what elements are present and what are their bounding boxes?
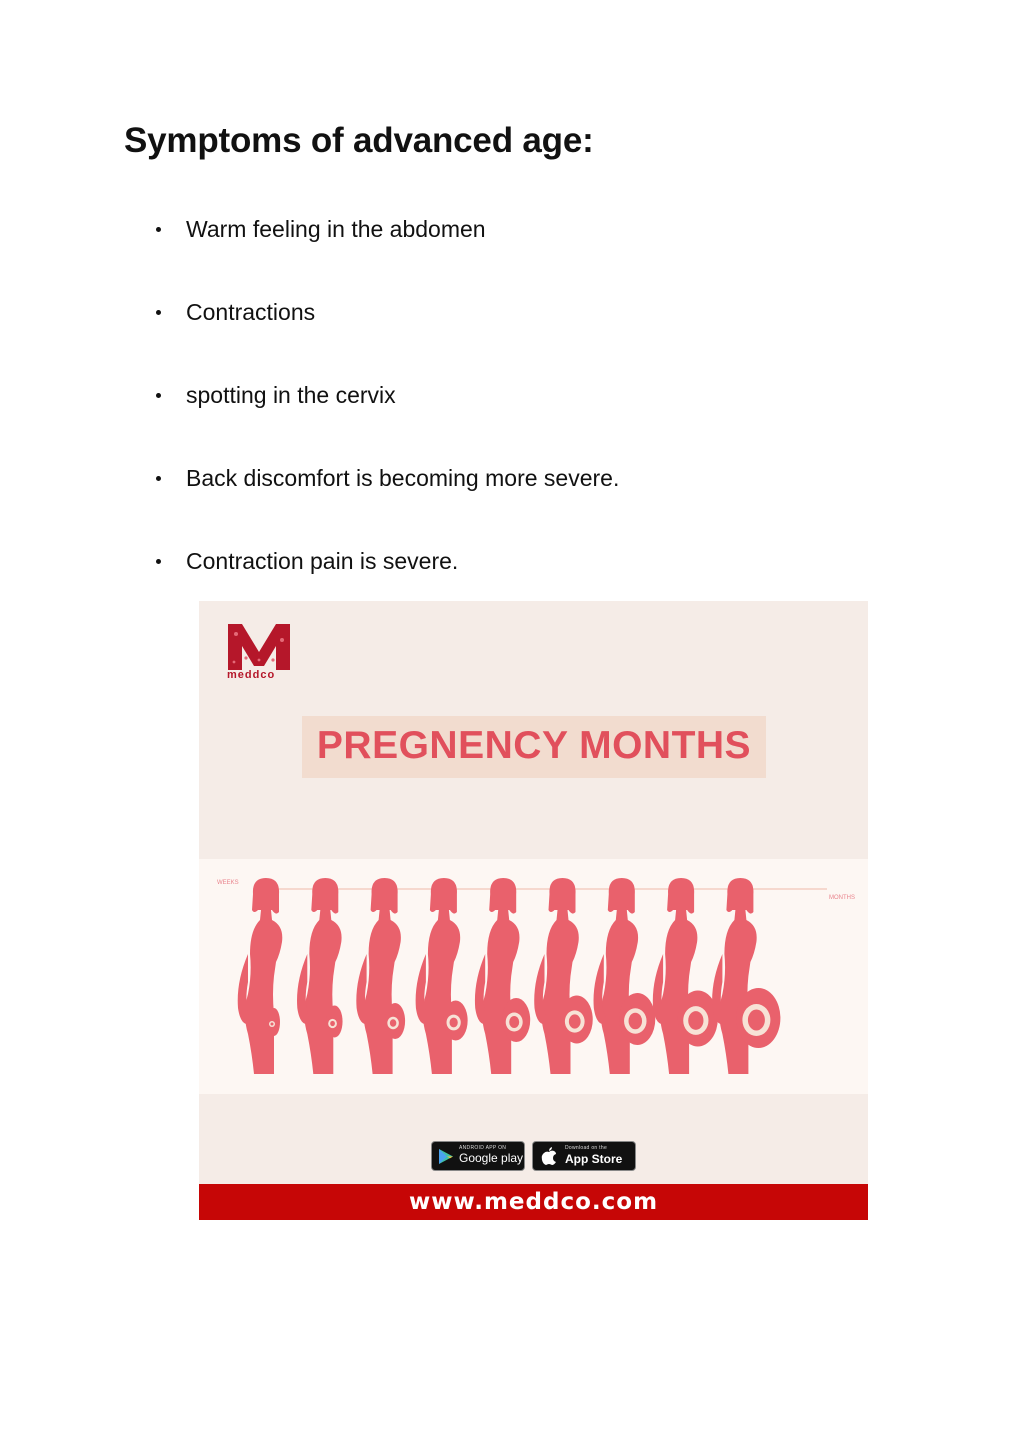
pregnancy-silhouettes (199, 859, 868, 1094)
list-item-text: Warm feeling in the abdomen (186, 216, 486, 242)
google-play-label: Google play (459, 1151, 524, 1165)
pregnancy-silhouette-month-3 (356, 878, 405, 1074)
pregnancy-silhouette-month-6 (534, 878, 593, 1074)
url-bar (199, 1184, 868, 1220)
app-store-small-text: Download on the (565, 1145, 608, 1151)
pregnancy-months-banner (199, 601, 868, 1220)
bullet-icon (156, 476, 161, 481)
pregnancy-silhouette-month-9 (712, 878, 780, 1074)
bullet-icon (156, 227, 161, 232)
website-url[interactable]: www.meddco.com (408, 1189, 659, 1215)
page-heading: Symptoms of advanced age: (124, 121, 594, 160)
weeks-label: WEEKS (217, 880, 239, 886)
logo-text: meddco (227, 669, 276, 681)
pregnancy-silhouette-month-8 (653, 878, 718, 1074)
pregnancy-silhouette-month-1 (238, 878, 283, 1074)
pregnancy-silhouette-month-5 (475, 878, 530, 1074)
banner-title-box (302, 716, 766, 778)
banner-title: PREGNENCY MONTHS (316, 724, 752, 767)
pregnancy-silhouette-month-2 (297, 878, 343, 1074)
google-play-icon (438, 1148, 454, 1165)
bullet-icon (156, 393, 161, 398)
google-play-button[interactable] (431, 1141, 525, 1171)
pregnancy-silhouette-month-4 (416, 878, 468, 1074)
list-item-text: spotting in the cervix (186, 382, 396, 408)
app-store-button[interactable] (532, 1141, 636, 1171)
pregnancy-silhouette-month-7 (594, 878, 656, 1074)
apple-icon (541, 1147, 557, 1165)
list-item-text: Contractions (186, 299, 316, 325)
app-store-label: App Store (565, 1152, 623, 1166)
months-label: MONTHS (829, 895, 855, 901)
list-item-text: Back discomfort is becoming more severe. (186, 465, 620, 491)
pregnancy-timeline (199, 859, 868, 1094)
list-item-text: Contraction pain is severe. (186, 548, 459, 574)
google-play-small-text: ANDROID APP ON (459, 1145, 507, 1151)
bullet-icon (156, 310, 161, 315)
bullet-icon (156, 559, 161, 564)
